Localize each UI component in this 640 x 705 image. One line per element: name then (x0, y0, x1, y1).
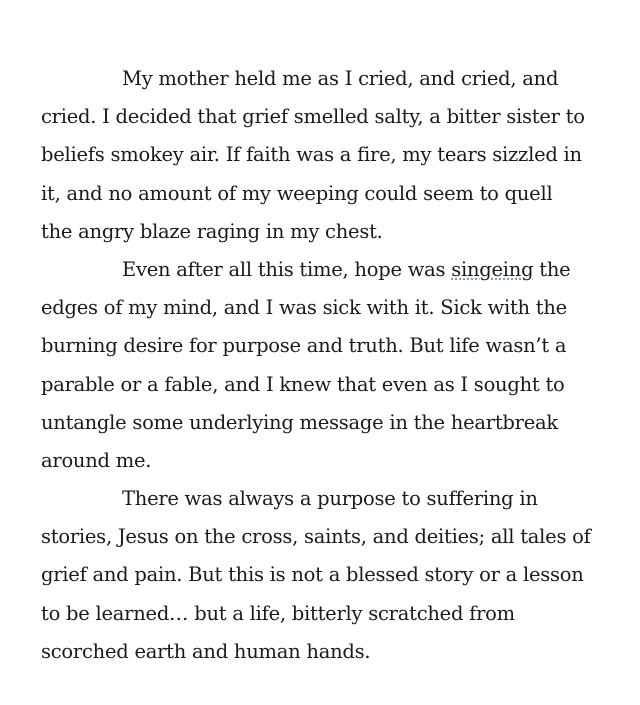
text-line: around me. (41, 448, 152, 472)
text-line: cried. I decided that grief smelled salty, a bitter sister to (41, 105, 585, 129)
text-line: grief and pain. But this is not a blessed story or a lesson (41, 563, 584, 587)
text-line: edges of my mind, and I was sick with it. Sick with the (41, 296, 567, 320)
text-line: stories, Jesus on the cross, saints, and deities; all tales of (41, 525, 591, 549)
text-segment: the (533, 257, 571, 281)
text-line: There was always a purpose to suffering in (122, 487, 538, 511)
text-line: beliefs smokey air. If faith was a fire, my tears sizzled in (41, 143, 582, 167)
text-segment: Even after all this time, hope was (122, 257, 452, 281)
text-line: My mother held me as I cried, and cried, and (122, 67, 559, 90)
paragraph-2 (41, 251, 601, 480)
text-line (41, 251, 601, 289)
text-line: it, and no amount of my weeping could seem to quell (41, 181, 553, 205)
spellcheck-flagged-word[interactable]: singeing (451, 257, 534, 281)
text-line: to be learned… but a life, bitterly scratched from (41, 601, 515, 625)
text-line: scorched earth and human hands. (41, 639, 371, 663)
paragraph-1 (41, 60, 601, 251)
text-line: untangle some underlying message in the heartbreak (41, 410, 558, 434)
text-line: the angry blaze raging in my chest. (41, 219, 383, 243)
text-line: burning desire for purpose and truth. But life wasn’t a (41, 334, 567, 358)
document-body (41, 60, 601, 671)
paragraph-3 (41, 480, 601, 671)
text-line: parable or a fable, and I knew that even as I sought to (41, 372, 565, 396)
